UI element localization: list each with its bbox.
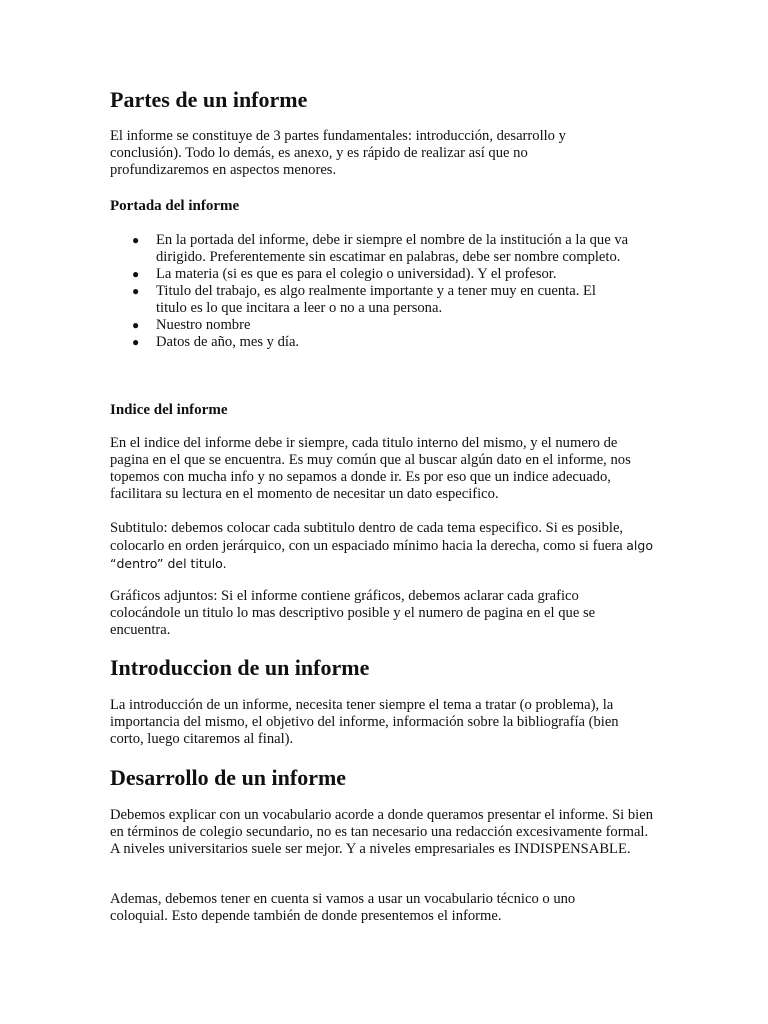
intro-paragraph: El informe se constituye de 3 partes fundamentales: introducción, desarrollo y conclusión). Todo lo demás, es anexo, y es rápido de realizar así que no profundizaremos en aspectos menores. [110, 128, 566, 178]
indice-paragraph-2: Subtitulo: debemos colocar cada subtitulo dentro de cada tema especifico. Si es posible, colocarlo en orden jerárquico, con un espaciado mínimo hacia la derecha, como si fuera algo “dentro” del titulo. [110, 520, 653, 571]
list-item: ● La materia (si es que es para el colegio o universidad). Y el profesor. [132, 266, 557, 282]
indice-paragraph-1: En el indice del informe debe ir siempre, cada titulo interno del mismo, y el numero de pagina en el que se encuentra. Es muy común que al buscar algún dato en el informe, nos topemos con mucha info y no sepamos a donde ir. Es por eso que un indice adecuado, facilitara su lectura en el momento de necesitar un dato especifico. [110, 435, 631, 502]
desarrollo-heading: Desarrollo de un informe [110, 765, 347, 790]
bullet-icon: ● [132, 284, 140, 298]
sans-fragment: algo “dentro” del titulo. [110, 538, 653, 571]
list-item: ● Nuestro nombre [132, 317, 251, 333]
introduccion-heading: Introduccion de un informe [110, 655, 370, 680]
introduccion-paragraph: La introducción de un informe, necesita tener siempre el tema a tratar (o problema), la importancia del mismo, el objetivo del informe, información sobre la bibliografía (bien corto, luego citaremos al final). [110, 697, 619, 747]
bullet-icon: ● [132, 318, 140, 332]
list-item: ● Datos de año, mes y día. [132, 334, 300, 350]
list-item: ● En la portada del informe, debe ir siempre el nombre de la institución a la que va dirigido. Preferentemente sin escatimar en palabras, debe ser nombre completo. [132, 232, 629, 265]
desarrollo-paragraph-1: Debemos explicar con un vocabulario acorde a donde queramos presentar el informe. Si bien en términos de colegio secundario, no es tan necesario una redacción excesivamente formal. A niveles universitarios suele ser mejor. Y a niveles empresariales es INDISPENSABLE. [110, 807, 654, 857]
desarrollo-paragraph-2: Ademas, debemos tener en cuenta si vamos a usar un vocabulario técnico o uno coloquial. Esto depende también de donde presentemos el informe. [110, 891, 576, 924]
indice-heading: Indice del informe [110, 402, 228, 418]
bullet-icon: ● [132, 267, 140, 281]
page-title: Partes de un informe [110, 87, 308, 112]
bullet-icon: ● [132, 335, 140, 349]
portada-heading: Portada del informe [110, 198, 240, 214]
portada-list [110, 232, 666, 351]
bullet-icon: ● [132, 233, 140, 247]
indice-paragraph-3: Gráficos adjuntos: Si el informe contiene gráficos, debemos aclarar cada grafico colocándole un titulo lo mas descriptivo posible y el numero de pagina en el que se encuentra. [110, 588, 596, 638]
list-item: ● Titulo del trabajo, es algo realmente importante y a tener muy en cuenta. El titulo es lo que incitara a leer o no a una persona. [132, 283, 596, 316]
